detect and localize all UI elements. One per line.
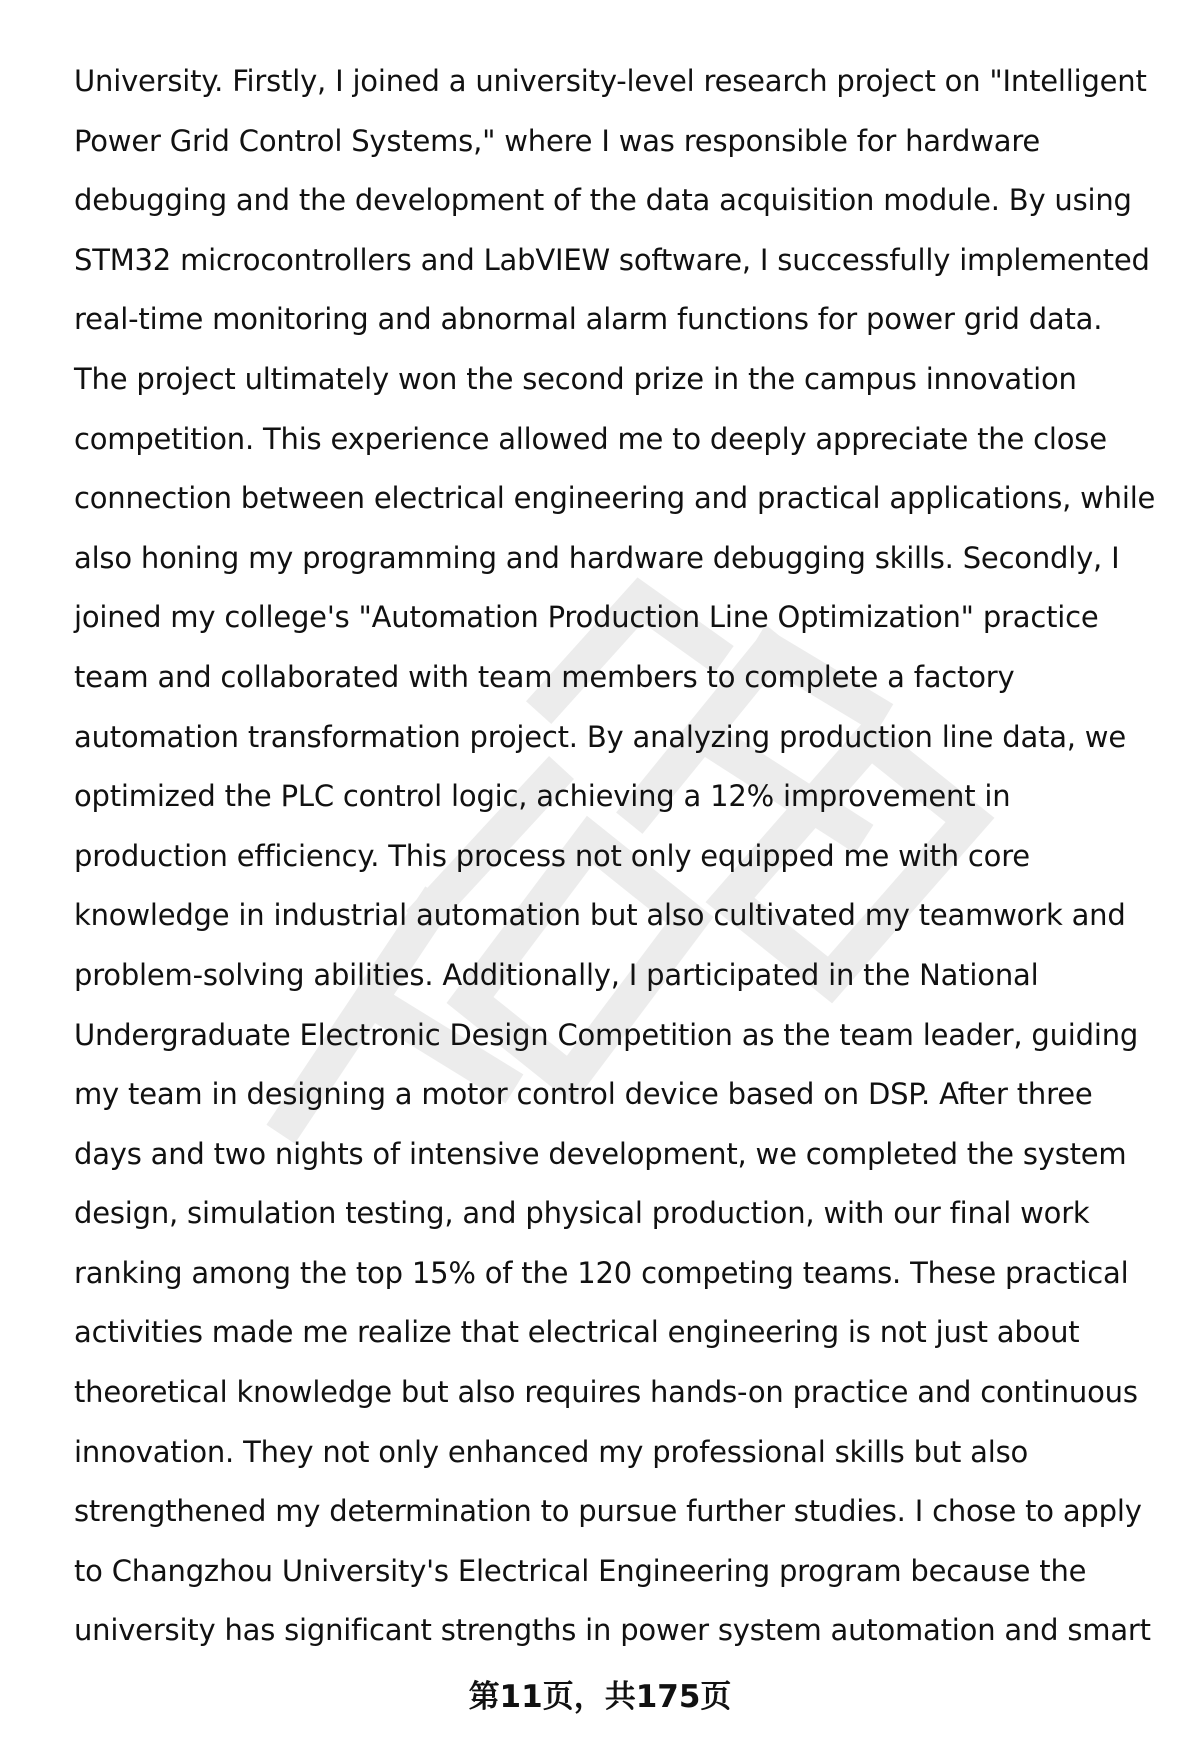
- text-line: also honing my programming and hardware debugging skills. Secondly, I: [74, 540, 1120, 575]
- text-line: innovation. They not only enhanced my professional skills but also: [74, 1434, 1029, 1469]
- body-text: [74, 52, 1164, 1661]
- text-line: Power Grid Control Systems," where I was responsible for hardware: [74, 123, 1041, 158]
- text-line: my team in designing a motor control device based on DSP. After three: [74, 1077, 1093, 1112]
- text-line: days and two nights of intensive development, we completed the system: [74, 1136, 1127, 1171]
- text-line: STM32 microcontrollers and LabVIEW software, I successfully implemented: [74, 242, 1150, 277]
- text-line: optimized the PLC control logic, achieving a 12% improvement in: [74, 779, 1011, 814]
- text-line: connection between electrical engineering and practical applications, while: [74, 481, 1156, 516]
- text-line: The project ultimately won the second prize in the campus innovation: [74, 361, 1077, 396]
- text-line: debugging and the development of the data acquisition module. By using: [74, 183, 1132, 218]
- text-line: production efficiency. This process not only equipped me with core: [74, 838, 1030, 873]
- text-line: competition. This experience allowed me to deeply appreciate the close: [74, 421, 1107, 456]
- text-line: strengthened my determination to pursue further studies. I chose to apply: [74, 1494, 1142, 1529]
- text-line: design, simulation testing, and physical production, with our final work: [74, 1196, 1090, 1231]
- text-line: theoretical knowledge but also requires hands-on practice and continuous: [74, 1375, 1138, 1410]
- text-line: University. Firstly, I joined a university-level research project on "Intelligent: [74, 64, 1147, 98]
- page-number-footer: 第11页，共175页: [468, 1679, 732, 1715]
- text-line: team and collaborated with team members to complete a factory: [74, 659, 1015, 694]
- text-line: real-time monitoring and abnormal alarm functions for power grid data.: [74, 302, 1103, 337]
- text-line: to Changzhou University's Electrical Engineering program because the: [74, 1553, 1087, 1588]
- text-line: university has significant strengths in power system automation and smart: [74, 1613, 1151, 1648]
- text-line: problem-solving abilities. Additionally, I participated in the National: [74, 957, 1039, 992]
- text-line: joined my college's "Automation Production Line Optimization" practice: [74, 600, 1099, 635]
- text-line: activities made me realize that electrical engineering is not just about: [74, 1315, 1080, 1350]
- text-line: knowledge in industrial automation but also cultivated my teamwork and: [74, 898, 1126, 933]
- text-line: ranking among the top 15% of the 120 competing teams. These practical: [74, 1255, 1129, 1290]
- text-line: Undergraduate Electronic Design Competition as the team leader, guiding: [74, 1017, 1139, 1052]
- text-line: automation transformation project. By analyzing production line data, we: [74, 719, 1126, 754]
